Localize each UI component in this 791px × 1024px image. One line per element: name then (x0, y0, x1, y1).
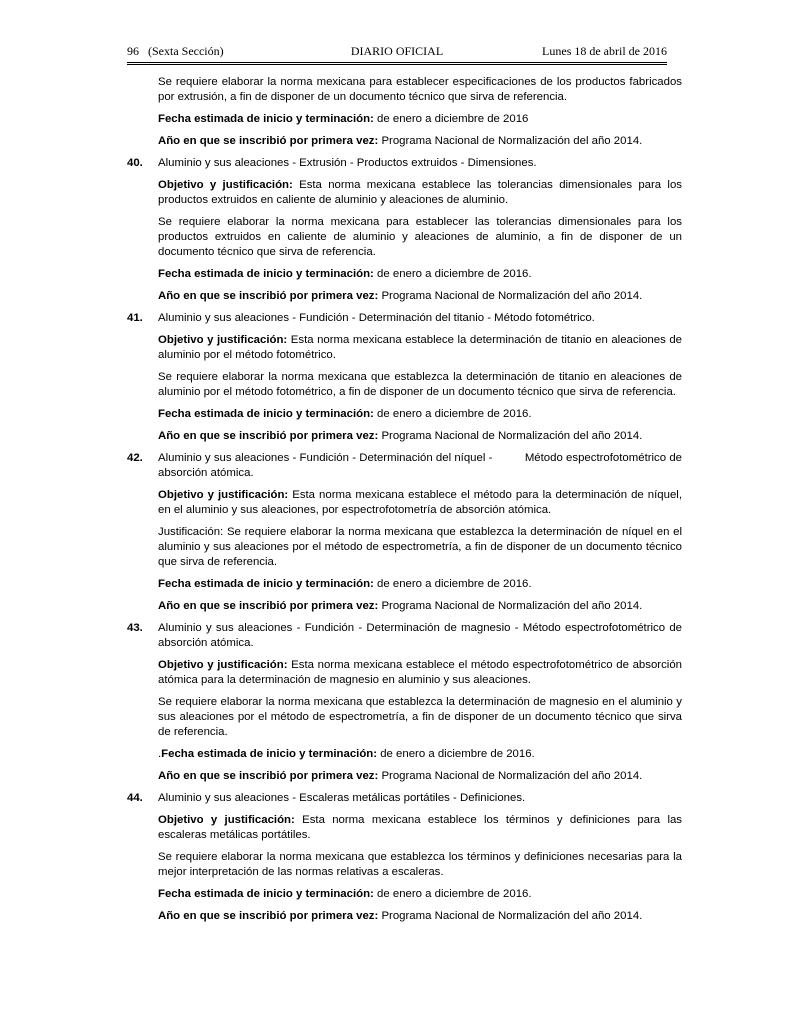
intro-paragraph: Se requiere elaborar la norma mexicana para establecer especificaciones de los productos fabricados por extrusión, a fin de disponer de un documento técnico que sirva de referencia. (158, 76, 682, 103)
ano-label: Año en que se inscribió por primera vez: (158, 600, 379, 612)
item-number: 44. (127, 792, 143, 804)
item-ano: Año en que se inscribió por primera vez: Programa Nacional de Normalización del año 2014. (158, 430, 643, 442)
objetivo-label: Objetivo y justificación: (158, 489, 289, 501)
item-fecha: Fecha estimada de inicio y terminación: de enero a diciembre de 2016. (158, 408, 532, 420)
item-fecha: Fecha estimada de inicio y terminación: de enero a diciembre de 2016. (158, 578, 532, 590)
ano-label: Año en que se inscribió por primera vez: (158, 430, 379, 442)
item-number: 42. (127, 452, 143, 464)
item-objetivo: Objetivo y justificación: Esta norma mexicana establece la determinación de titanio en aleaciones de aluminio por el método fotométrico. (158, 334, 682, 361)
objetivo-label: Objetivo y justificación: (158, 814, 295, 826)
item-ano: Año en que se inscribió por primera vez: Programa Nacional de Normalización del año 2014. (158, 770, 643, 782)
item-objetivo: Objetivo y justificación: Esta norma mexicana establece el método para la determinación de níquel, en el aluminio y sus aleaciones, por espectrofotometría de absorción atómica. (158, 489, 682, 516)
item-number: 43. (127, 622, 143, 634)
item-requiere: Se requiere elaborar la norma mexicana para establecer las tolerancias dimensionales para los productos extruidos en caliente de aluminio y aleaciones de aluminio, a fin de disponer de un documento técnico que sirva de referencia. (158, 216, 682, 258)
intro-fecha: Fecha estimada de inicio y terminación: de enero a diciembre de 2016 (158, 113, 529, 125)
fecha-label: Fecha estimada de inicio y terminación: (158, 578, 374, 590)
item-ano: Año en que se inscribió por primera vez: Programa Nacional de Normalización del año 2014. (158, 910, 643, 922)
ano-label: Año en que se inscribió por primera vez: (158, 135, 379, 147)
item-ano: Año en que se inscribió por primera vez: Programa Nacional de Normalización del año 2014. (158, 290, 643, 302)
item-number: 41. (127, 312, 143, 324)
intro-ano: Año en que se inscribió por primera vez: Programa Nacional de Normalización del año 2014. (158, 135, 643, 147)
ano-label: Año en que se inscribió por primera vez: (158, 910, 379, 922)
item-requiere: Se requiere elaborar la norma mexicana que establezca la determinación de titanio en aleaciones de aluminio por el método fotométrico, a fin de disponer de un documento técnico que sirva de referencia. (158, 371, 682, 398)
fecha-label: Fecha estimada de inicio y terminación: (158, 113, 374, 125)
item-number: 40. (127, 157, 143, 169)
publication-date: Lunes 18 de abril de 2016 (542, 44, 667, 58)
page-number: 96 (127, 44, 139, 58)
item-title: 44. Aluminio y sus aleaciones - Escaleras metálicas portátiles - Definiciones. (127, 792, 526, 804)
item-title: 41. Aluminio y sus aleaciones - Fundición - Determinación del titanio - Método fotométrico. (127, 312, 595, 324)
fecha-label: Fecha estimada de inicio y terminación: (158, 268, 374, 280)
item-requiere: Se requiere elaborar la norma mexicana que establezca los términos y definiciones necesarias para la mejor interpretación de las normas relativas a escaleras. (158, 851, 682, 878)
item-fecha: Fecha estimada de inicio y terminación: de enero a diciembre de 2016. (158, 268, 532, 280)
item-ano: Año en que se inscribió por primera vez: Programa Nacional de Normalización del año 2014. (158, 600, 643, 612)
header-rule (127, 62, 667, 65)
objetivo-label: Objetivo y justificación: (158, 334, 288, 346)
fecha-label: Fecha estimada de inicio y terminación: (158, 408, 374, 420)
page-header (127, 44, 667, 60)
ano-label: Año en que se inscribió por primera vez: (158, 290, 379, 302)
item-requiere: Justificación: Se requiere elaborar la norma mexicana que establezca la determinación de níquel en el aluminio y sus aleaciones por el método de espectrometría, a fin de disponer de un documento técnico que sirva de referencia. (158, 526, 682, 568)
item-objetivo: Objetivo y justificación: Esta norma mexicana establece los términos y definiciones para las escaleras metálicas portátiles. (158, 814, 683, 841)
objetivo-label: Objetivo y justificación: (158, 179, 293, 191)
item-objetivo: Objetivo y justificación: Esta norma mexicana establece las tolerancias dimensionales para los productos extruidos en caliente de aluminio y aleaciones de aluminio. (158, 179, 682, 206)
ano-label: Año en que se inscribió por primera vez: (158, 770, 379, 782)
item-title: 43. Aluminio y sus aleaciones - Fundición - Determinación de magnesio - Método espectrofotométrico de absorción atómica. (127, 622, 682, 649)
objetivo-label: Objetivo y justificación: (158, 659, 288, 671)
item-title: 40. Aluminio y sus aleaciones - Extrusión - Productos extruidos - Dimensiones. (127, 157, 537, 169)
document-body (127, 75, 686, 931)
item-title: 42. Aluminio y sus aleaciones - Fundición - Determinación del níquel - Método espectrofotométrico de absorción atómica. (127, 452, 686, 479)
item-objetivo: Objetivo y justificación: Esta norma mexicana establece el método espectrofotométrico de absorción atómica para la determinación de magnesio en aluminio y sus aleaciones. (158, 659, 682, 686)
item-fecha: Fecha estimada de inicio y terminación: de enero a diciembre de 2016. (158, 888, 532, 900)
fecha-label: Fecha estimada de inicio y terminación: (158, 888, 374, 900)
fecha-label: Fecha estimada de inicio y terminación: (161, 748, 378, 760)
item-requiere: Se requiere elaborar la norma mexicana que establezca la determinación de magnesio en el aluminio y sus aleaciones por el método de espectrometría, a fin de disponer de un documento técnico que sirva de referencia. (158, 696, 682, 738)
item-fecha: .Fecha estimada de inicio y terminación: de enero a diciembre de 2016. (158, 748, 535, 760)
publication-title: DIARIO OFICIAL (350, 44, 444, 58)
section-label: (Sexta Sección) (148, 44, 224, 58)
